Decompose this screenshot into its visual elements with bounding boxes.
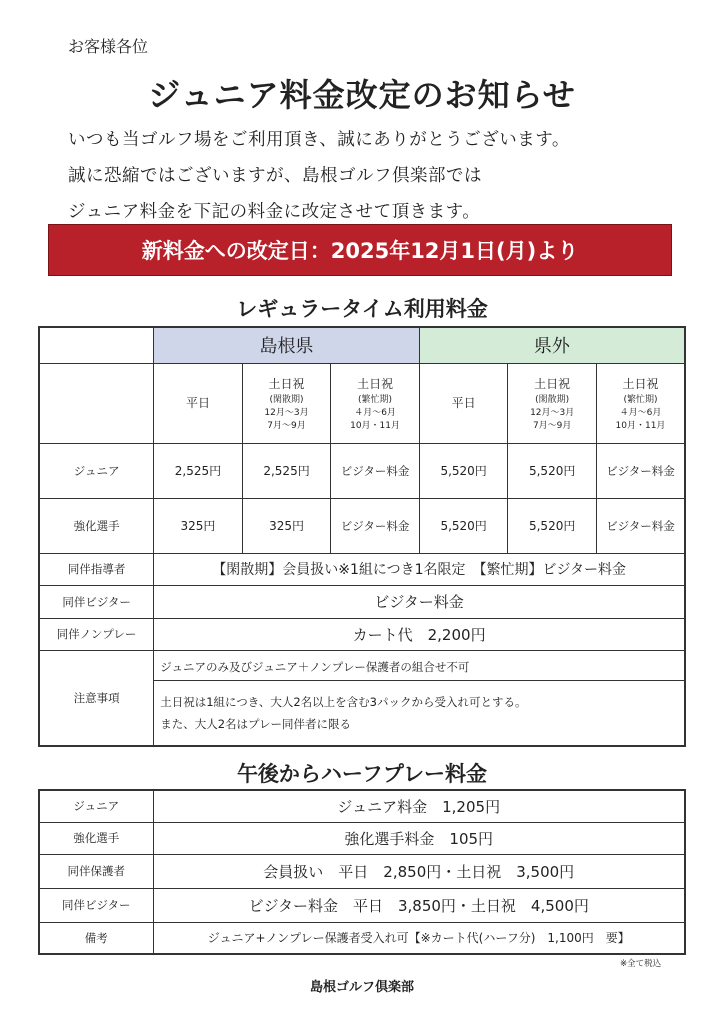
table-row xyxy=(39,498,685,553)
notes-cell xyxy=(154,650,685,746)
col-busy-months-2: 10月・11月 xyxy=(615,420,666,431)
col-busy-outside xyxy=(596,363,685,443)
group-shimane: 島根県 xyxy=(154,327,420,363)
corner-cell xyxy=(39,327,154,363)
col-offpeak-outside xyxy=(508,363,597,443)
intro-line-1: いつも当ゴルフ場をご利用頂き、誠にありがとうございます。 xyxy=(68,130,570,150)
col-offpeak-months-1: 12月～3月 xyxy=(264,407,309,418)
col-holiday-label: 土日祝 xyxy=(357,376,394,391)
revision-date-banner: 新料金への改定日：2025年12月1日(月)より xyxy=(48,224,672,276)
fee-cell: 325円 xyxy=(154,498,243,553)
half-row-value: 会員扱い 平日 2,850円・土日祝 3,500円 xyxy=(153,854,685,888)
row-label-nonplay: 同伴ノンプレー xyxy=(39,618,154,650)
col-holiday-label: 土日祝 xyxy=(268,376,305,391)
fee-cell: ビジター料金 xyxy=(331,498,420,553)
half-row-label: 備考 xyxy=(39,922,153,954)
table-row xyxy=(39,790,685,822)
col-busy-months-1: ４月～6月 xyxy=(619,407,662,418)
footer-club-name: 島根ゴルフ倶楽部 xyxy=(309,980,414,995)
col-weekday-shimane: 平日 xyxy=(154,363,243,443)
header-blank xyxy=(39,363,154,443)
row-label-coach: 同伴指導者 xyxy=(39,553,154,585)
fee-cell: 5,520円 xyxy=(508,498,597,553)
half-row-value: ジュニア+ノンプレー保護者受入れ可【※カート代(ハーフ分) 1,100円 要】 xyxy=(153,922,685,954)
fee-cell: 5,520円 xyxy=(419,443,508,498)
half-row-label: 同伴ビジター xyxy=(39,888,153,922)
table-row xyxy=(39,854,685,888)
col-weekday-outside: 平日 xyxy=(419,363,508,443)
col-offpeak-label: (閑散期) xyxy=(535,394,570,405)
col-offpeak-label: (閑散期) xyxy=(269,394,304,405)
fee-cell: ビジター料金 xyxy=(596,443,685,498)
half-play-fee-table xyxy=(38,789,686,955)
col-busy-label: (繁忙期) xyxy=(623,394,658,405)
half-row-label: ジュニア xyxy=(39,790,153,822)
table-row xyxy=(39,585,685,618)
table-row xyxy=(39,650,685,746)
table-row xyxy=(39,922,685,954)
col-holiday-label: 土日祝 xyxy=(534,376,571,391)
half-row-value: ビジター料金 平日 3,850円・土日祝 4,500円 xyxy=(153,888,685,922)
regular-fee-table xyxy=(38,326,686,747)
section-title-half: 午後からハーフプレー料金 xyxy=(236,762,488,786)
col-busy-label: (繁忙期) xyxy=(358,394,393,405)
fee-cell: 2,525円 xyxy=(242,443,331,498)
note-1: ジュニアのみ及びジュニア＋ノンプレー保護者の組合せ不可 xyxy=(160,660,470,675)
table-row xyxy=(39,618,685,650)
row-label-athlete: 強化選手 xyxy=(39,498,154,553)
intro-line-3: ジュニア料金を下記の料金に改定させて頂きます。 xyxy=(68,202,481,222)
row-label-notes: 注意事項 xyxy=(39,650,154,746)
fee-cell: 5,520円 xyxy=(419,498,508,553)
fee-cell: 5,520円 xyxy=(508,443,597,498)
fee-cell: 2,525円 xyxy=(154,443,243,498)
visitor-value: ビジター料金 xyxy=(154,585,685,618)
half-row-label: 同伴保護者 xyxy=(39,854,153,888)
col-busy-months-1: ４月～6月 xyxy=(354,407,396,418)
col-holiday-label: 土日祝 xyxy=(622,376,659,391)
half-row-value: 強化選手料金 105円 xyxy=(153,822,685,854)
fee-cell: ビジター料金 xyxy=(596,498,685,553)
fee-cell: ビジター料金 xyxy=(331,443,420,498)
table-row xyxy=(39,888,685,922)
table-row xyxy=(39,443,685,498)
col-offpeak-shimane xyxy=(242,363,331,443)
row-label-junior: ジュニア xyxy=(39,443,154,498)
table-row xyxy=(39,553,685,585)
page-title: ジュニア料金改定のお知らせ xyxy=(148,76,576,114)
tax-note: ※全て税込 xyxy=(620,959,662,969)
col-offpeak-months-2: 7月～9月 xyxy=(532,420,572,431)
row-label-visitor: 同伴ビジター xyxy=(39,585,154,618)
table-row xyxy=(39,822,685,854)
note-3: また、大人2名はプレー同伴者に限る xyxy=(160,717,352,732)
half-row-label: 強化選手 xyxy=(39,822,153,854)
addressee: お客様各位 xyxy=(68,37,149,56)
coach-value: 【閑散期】会員扱い※1組につき1名限定 【繁忙期】ビジター料金 xyxy=(154,553,685,585)
intro-line-2: 誠に恐縮ではございますが、島根ゴルフ倶楽部では xyxy=(68,166,482,186)
col-offpeak-months-1: 12月～3月 xyxy=(530,407,575,418)
group-outside: 県外 xyxy=(419,327,685,363)
fee-cell: 325円 xyxy=(242,498,331,553)
nonplay-value: カート代 2,200円 xyxy=(154,618,685,650)
section-title-regular: レギュラータイム利用料金 xyxy=(236,297,488,321)
col-offpeak-months-2: 7月～9月 xyxy=(267,420,306,431)
col-busy-shimane xyxy=(331,363,420,443)
half-row-value: ジュニア料金 1,205円 xyxy=(153,790,685,822)
note-2: 土日祝は1組につき、大人2名以上を含む3パックから受入れ可とする。 xyxy=(154,680,684,713)
col-busy-months-2: 10月・11月 xyxy=(350,420,401,431)
